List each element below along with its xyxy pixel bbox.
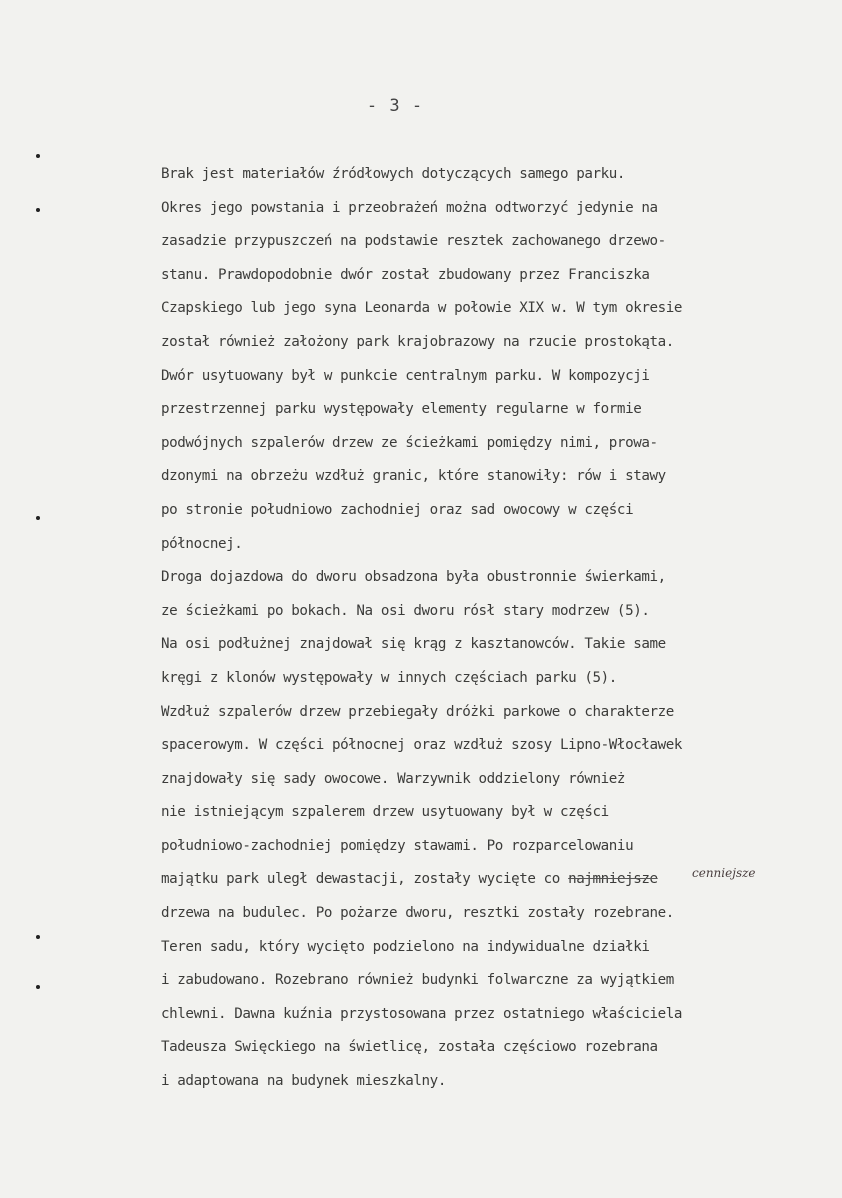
margin-dot [36, 516, 40, 520]
text-line: północnej. [161, 535, 243, 552]
line-text: majątku park uległ dewastacji, zostały wycięte co [161, 871, 560, 888]
text-line: drzewa na budulec. Po pożarze dworu, resztki zostały rozebrane. [161, 905, 674, 922]
text-line: przestrzennej parku występowały elementy regularne w formie [161, 401, 642, 418]
text-line: nie istniejącym szpalerem drzew usytuowany był w części [161, 804, 609, 821]
margin-dot [36, 208, 40, 212]
body-text [161, 158, 833, 1099]
handwritten-insert: cenniejsze [692, 866, 756, 880]
text-line: i adaptowana na budynek mieszkalny. [161, 1073, 446, 1090]
text-line: Dwór usytuowany był w punkcie centralnym parku. W kompozycji [161, 367, 650, 384]
margin-dot [36, 154, 40, 158]
text-line: Tadeusza Swięckiego na świetlicę, została częściowo rozebrana [161, 1039, 658, 1056]
text-line: Droga dojazdowa do dworu obsadzona była obustronnie świerkami, [161, 569, 666, 586]
text-line: Brak jest materiałów źródłowych dotyczących samego parku. [161, 166, 626, 182]
text-line: Wzdłuż szpalerów drzew przebiegały dróżki parkowe o charakterze [161, 703, 674, 720]
text-line: Na osi podłużnej znajdował się krąg z kasztanowców. Takie same [161, 636, 666, 653]
margin-dot [36, 985, 40, 989]
text-line: znajdowały się sady owocowe. Warzywnik oddzielony również [161, 770, 626, 787]
text-line: i zabudowano. Rozebrano również budynki folwarczne za wyjątkiem [161, 972, 674, 989]
text-line: zasadzie przypuszczeń na podstawie resztek zachowanego drzewo- [161, 233, 666, 250]
page-number: - 3 - [366, 96, 424, 116]
margin-dot [36, 935, 40, 939]
text-line: kręgi z klonów występowały w innych częściach parku (5). [161, 669, 617, 686]
text-line: został również założony park krajobrazowy na rzucie prostokąta. [161, 333, 674, 350]
text-line: ze ścieżkami po bokach. Na osi dworu rósł stary modrzew (5). [161, 602, 650, 619]
text-line-with-correction [161, 863, 833, 897]
text-line: po stronie południowo zachodniej oraz sad owocowy w części [161, 501, 634, 518]
text-line: dzonymi na obrzeżu wzdłuż granic, które stanowiły: rów i stawy [161, 468, 666, 485]
text-line: podwójnych szpalerów drzew ze ścieżkami pomiędzy nimi, prowa- [161, 434, 658, 451]
text-line: stanu. Prawdopodobnie dwór został zbudowany przez Franciszka [161, 266, 650, 283]
text-line: chlewni. Dawna kuźnia przystosowana przez ostatniego właściciela [161, 1005, 683, 1022]
text-line: południowo-zachodniej pomiędzy stawami. Po rozparcelowaniu [161, 837, 634, 854]
text-line: Czapskiego lub jego syna Leonarda w połowie XIX w. W tym okresie [161, 300, 683, 317]
struck-word: najmniejsze [568, 871, 658, 888]
text-line: Teren sadu, który wycięto podzielono na indywidualne działki [161, 938, 650, 955]
text-line: Okres jego powstania i przeobrażeń można odtworzyć jedynie na [161, 199, 658, 216]
text-line: spacerowym. W części północnej oraz wzdłuż szosy Lipno-Włocławek [161, 737, 683, 754]
